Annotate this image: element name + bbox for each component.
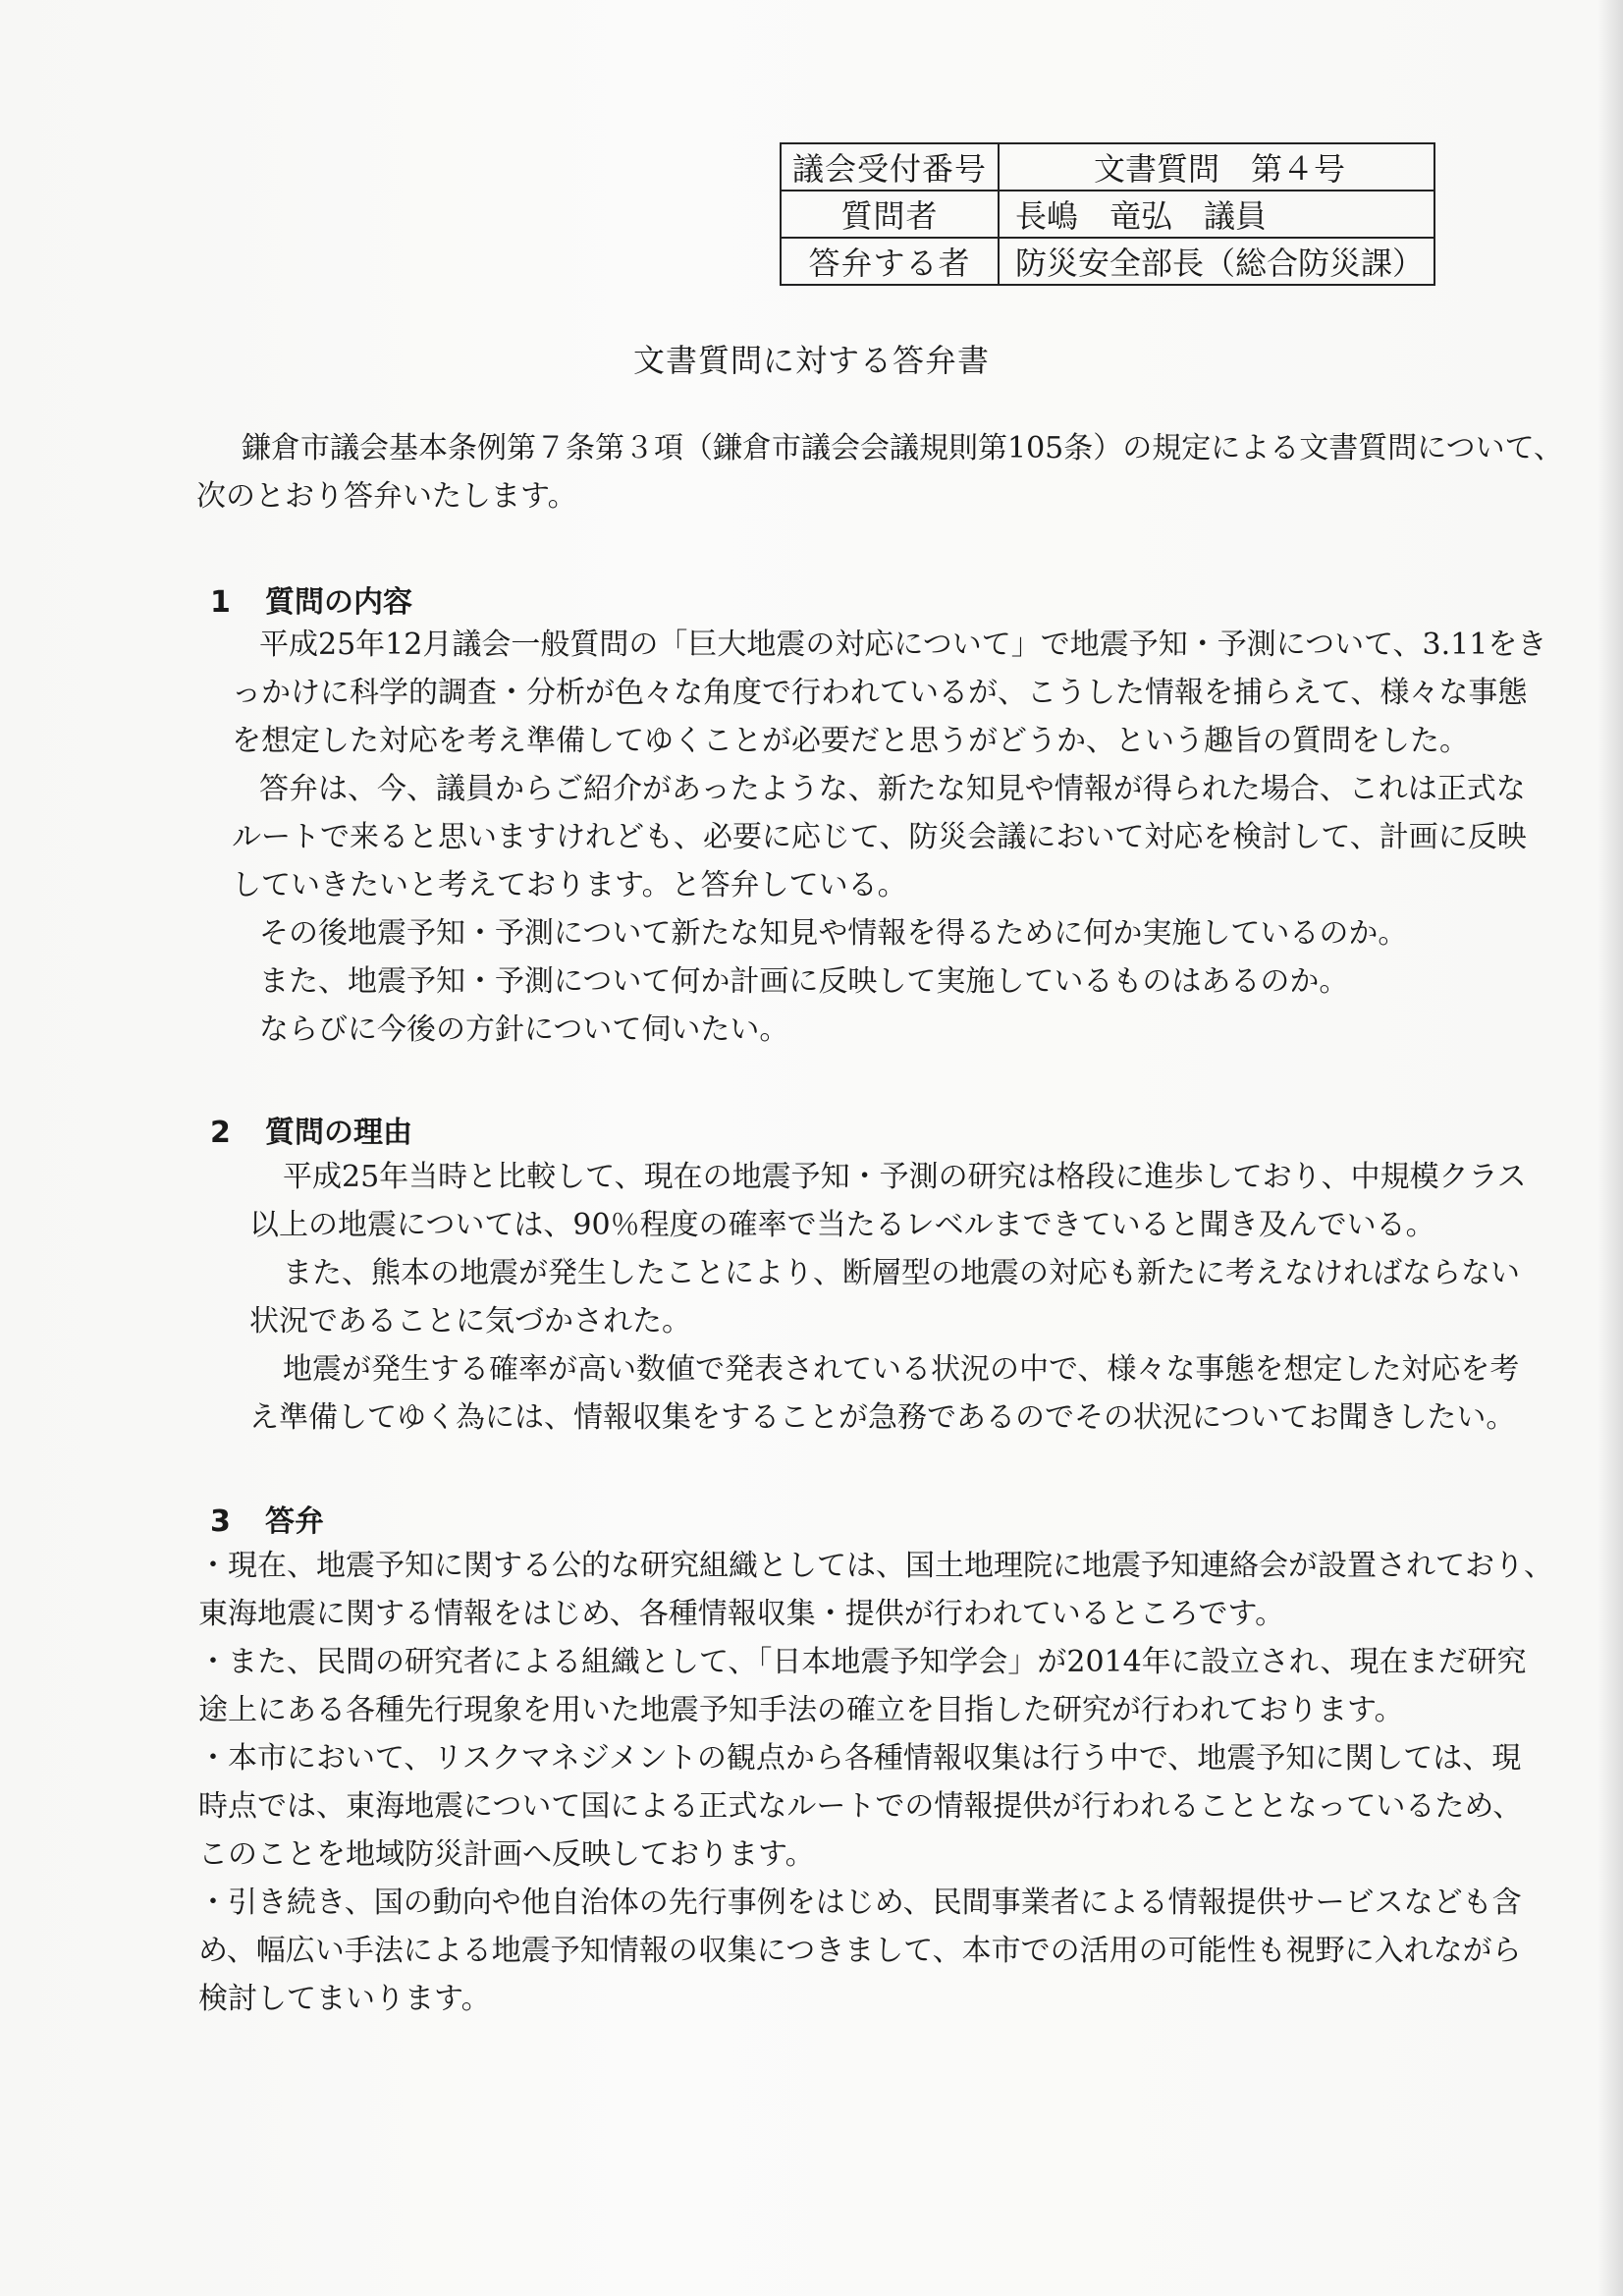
section-title: 答弁 (265, 1504, 324, 1539)
intro-paragraph (196, 424, 1564, 520)
body-line: ・引き続き、国の動向や他自治体の先行事例をはじめ、民間事業者による情報提供サービスなども含 (198, 1886, 1522, 1920)
intro-line: 鎌倉市議会基本条例第７条第３項（鎌倉市議会会議規則第105条）の規定による文書質問について、 (242, 431, 1564, 465)
body-line: ・本市において、リスクマネジメントの観点から各種情報収集は行う中で、地震予知に関しては、現 (198, 1741, 1522, 1776)
section-title: 質問の理由 (265, 1116, 412, 1150)
body-line: ・また、民間の研究者による組織として、「日本地震予知学会」が2014年に設立され、現在まだ研究 (198, 1645, 1527, 1679)
body-line: 地震が発生する確率が高い数値で発表されている状況の中で、様々な事態を想定した対応を考 (283, 1352, 1520, 1387)
section-heading-1 (210, 577, 412, 621)
body-line: ならびに今後の方針について伺いたい。 (259, 1012, 789, 1047)
section-body-3 (198, 1542, 1553, 2023)
respondent-label: 答弁する者 (781, 238, 999, 285)
receipt-number-value: 文書質問 第４号 (999, 143, 1434, 191)
table-row (781, 143, 1434, 191)
section-heading-2 (210, 1108, 412, 1151)
section-heading-3 (210, 1497, 324, 1540)
table-row (781, 191, 1434, 238)
respondent-value: 防災安全部長（総合防災課） (999, 238, 1434, 285)
questioner-value: 長嶋 竜弘 議員 (999, 191, 1434, 238)
body-line: 東海地震に関する情報をはじめ、各種情報収集・提供が行われているところです。 (198, 1597, 1285, 1631)
body-line: 途上にある各種先行現象を用いた地震予知手法の確立を目指した研究が行われております。 (198, 1693, 1404, 1727)
body-line: を想定した対応を考え準備してゆくことが必要だと思うがどうか、という趣旨の質問をした。 (232, 724, 1469, 758)
body-line: め、幅広い手法による地震予知情報の収集につきまして、本市での活用の可能性も視野に入れながら (198, 1934, 1522, 1968)
body-line: また、地震予知・予測について何か計画に反映して実施しているものはあるのか。 (259, 964, 1349, 999)
body-line: また、熊本の地震が発生したことにより、断層型の地震の対応も新たに考えなければならない (283, 1256, 1520, 1290)
body-line: ルートで来ると思いますけれども、必要に応じて、防災会議において対応を検討して、計画に反映 (232, 820, 1527, 854)
body-line: っかけに科学的調査・分析が色々な角度で行われているが、こうした情報を捕らえて、様々な事態 (232, 676, 1528, 710)
body-line: その後地震予知・予測について新たな知見や情報を得るために何か実施しているのか。 (259, 916, 1408, 951)
header-info-table (780, 142, 1435, 286)
body-line: 平成25年12月議会一般質問の「巨大地震の対応について」で地震予知・予測について、3.11をき (259, 628, 1547, 662)
body-line: 時点では、東海地震について国による正式なルートでの情報提供が行われることとなっているため、 (198, 1789, 1523, 1824)
document-title: 文書質問に対する答弁書 (632, 342, 990, 379)
section-title: 質問の内容 (265, 585, 412, 620)
receipt-number-label: 議会受付番号 (781, 143, 999, 191)
table-row (781, 238, 1434, 285)
section-body-1 (232, 621, 1547, 1054)
intro-line: 次のとおり答弁いたします。 (196, 479, 577, 514)
body-line: していきたいと考えております。と答弁している。 (232, 868, 907, 902)
body-line: 以上の地震については、90％程度の確率で当たるレベルまできていると聞き及んでいる。 (249, 1208, 1435, 1242)
body-line: このことを地域防災計画へ反映しております。 (198, 1837, 815, 1872)
body-line: え準備してゆく為には、情報収集をすることが急務であるのでその状況についてお聞きしたい。 (249, 1400, 1516, 1435)
body-line: ・現在、地震予知に関する公的な研究組織としては、国土地理院に地震予知連絡会が設置されており、 (198, 1549, 1553, 1583)
section-number: 2 (210, 1116, 231, 1150)
questioner-label: 質問者 (781, 191, 999, 238)
section-number: 1 (210, 585, 231, 620)
section-number: 3 (210, 1504, 231, 1539)
body-line: 平成25年当時と比較して、現在の地震予知・予測の研究は格段に進歩しており、中規模クラス (283, 1160, 1527, 1194)
section-body-2 (249, 1153, 1527, 1442)
body-line: 検討してまいります。 (198, 1982, 491, 2016)
body-line: 答弁は、今、議員からご紹介があったような、新たな知見や情報が得られた場合、これは正式な (259, 772, 1526, 806)
body-line: 状況であることに気づかされた。 (249, 1304, 691, 1339)
